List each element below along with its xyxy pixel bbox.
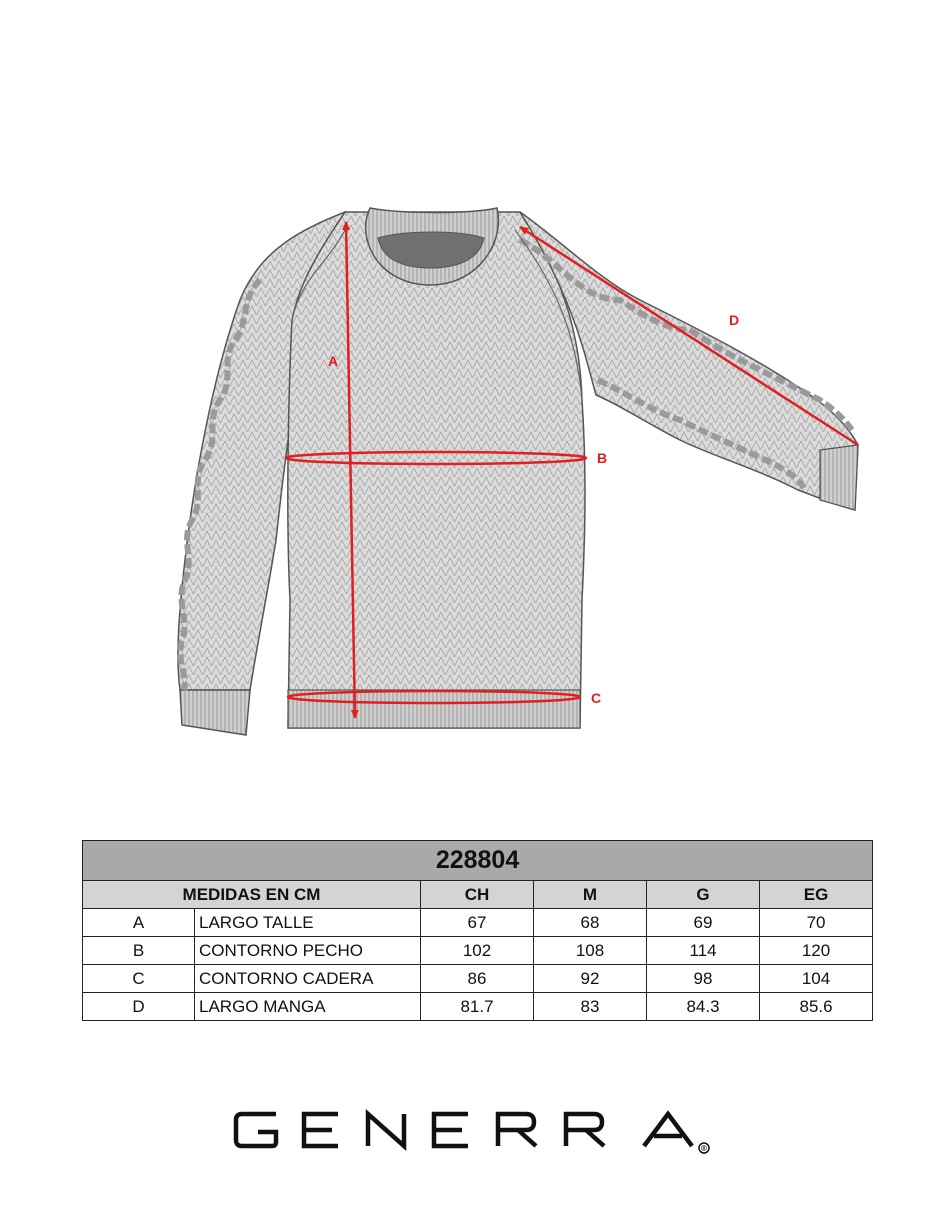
cell-value: 85.6: [760, 993, 873, 1021]
measure-a-label: A: [328, 353, 339, 369]
size-chart-table: [82, 840, 873, 1021]
cell-value: 67: [421, 909, 534, 937]
cell-value: 92: [534, 965, 647, 993]
row-name: CONTORNO PECHO: [195, 937, 421, 965]
product-code: 228804: [83, 841, 873, 881]
cell-value: 69: [647, 909, 760, 937]
row-name: CONTORNO CADERA: [195, 965, 421, 993]
registered-mark: ®: [701, 1144, 707, 1153]
cell-value: 83: [534, 993, 647, 1021]
hem-band: [288, 690, 580, 728]
right-cuff: [820, 445, 858, 510]
header-size-m: M: [534, 881, 647, 909]
cell-value: 120: [760, 937, 873, 965]
cell-value: 86: [421, 965, 534, 993]
table-row: [83, 965, 873, 993]
header-size-g: G: [647, 881, 760, 909]
measure-c-label: C: [591, 690, 602, 706]
cell-value: 98: [647, 965, 760, 993]
sweater-body: [288, 212, 585, 728]
cell-value: 70: [760, 909, 873, 937]
cell-value: 114: [647, 937, 760, 965]
row-code: A: [83, 909, 195, 937]
measure-b-label: B: [597, 450, 608, 466]
header-measures: MEDIDAS EN CM: [83, 881, 421, 909]
left-cuff: [180, 690, 250, 735]
cell-value: 81.7: [421, 993, 534, 1021]
row-name: LARGO TALLE: [195, 909, 421, 937]
row-code: C: [83, 965, 195, 993]
cell-value: 108: [534, 937, 647, 965]
measure-d-label: D: [729, 312, 740, 328]
table-row: [83, 993, 873, 1021]
header-size-eg: EG: [760, 881, 873, 909]
cell-value: 104: [760, 965, 873, 993]
cell-value: 84.3: [647, 993, 760, 1021]
row-code: B: [83, 937, 195, 965]
cell-value: 102: [421, 937, 534, 965]
table-row: [83, 909, 873, 937]
header-size-ch: CH: [421, 881, 534, 909]
row-name: LARGO MANGA: [195, 993, 421, 1021]
table-row: [83, 937, 873, 965]
row-code: D: [83, 993, 195, 1021]
cell-value: 68: [534, 909, 647, 937]
generra-logo: [228, 1102, 718, 1162]
